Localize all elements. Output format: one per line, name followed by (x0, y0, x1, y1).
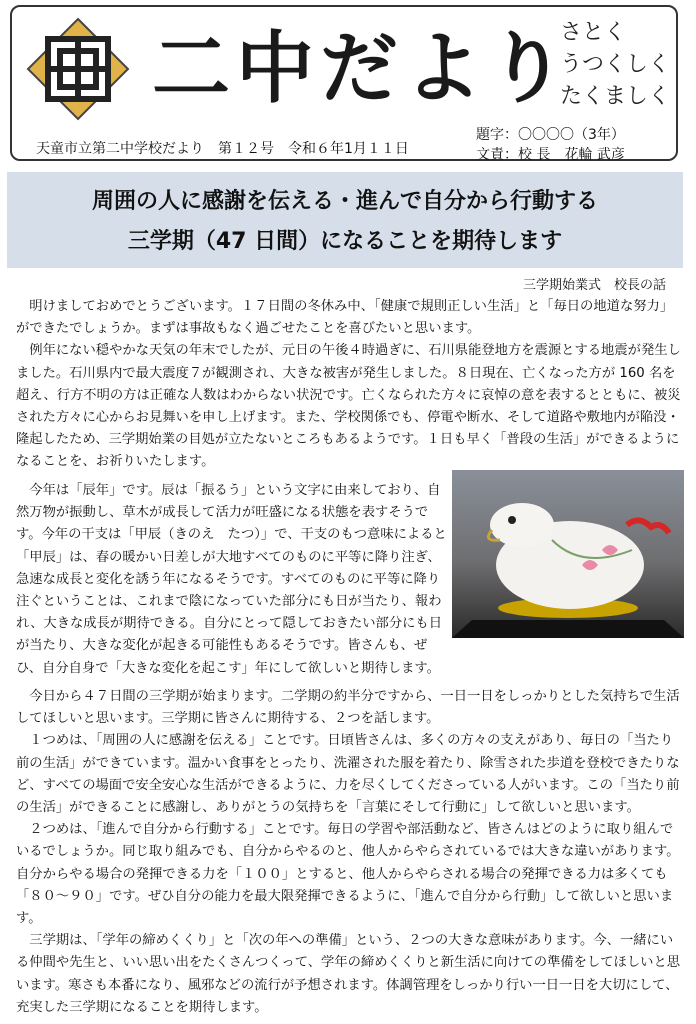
paragraph: 今日から４７日間の三学期が始まります。二学期の約半分ですから、一日一日をしっかりとした気持ちで生活してほしいと思います。三学期に皆さんに期待する、２つを話します。 (16, 689, 680, 727)
article-body-bottom (16, 686, 682, 1019)
author-credit: 文責：校 長 花輪 武彦 (476, 147, 625, 163)
school-motto (560, 17, 670, 113)
dragon-figurine-icon (452, 470, 684, 638)
calligraphy-credit: 題字：〇〇〇〇（3年） (476, 127, 625, 143)
school-emblem-icon (26, 17, 130, 121)
dragon-figurine-photo (452, 470, 684, 638)
paragraph: 明けましておめでとうございます。１７日間の冬休み中、「健康で規則正しい生活」と「毎日の地道な努力」ができたでしょうか。まずは事故もなく過ごせたことを喜びたいと思います。 (16, 299, 674, 337)
paragraph: 三学期は、「学年の締めくくり」と「次の年への準備」という、２つの大きな意味があります。今、一緒にいる仲間や先生と、いい思い出をたくさんつくって、学年の締めくくりと新生活に向けての準備をしてほしいと思います。寒さも本番になり、風邪などの流行が予想されます。体調管理をしっかり行い一日一日を大切にして、充実した三学期になることを期待します。 (16, 933, 681, 1015)
speaker-caption: 三学期始業式 校長の話 (522, 278, 666, 293)
motto-line: さとく (560, 20, 627, 45)
paragraph: １つめは、「周囲の人に感謝を伝える」ことです。日頃皆さんは、多くの方々の支えがあり、毎日の「当たり前の生活」ができています。温かい食事をとったり、洗濯された服を着たり、除雪された歩道を登校できたりなど、すべての場面で安全安心な生活ができるように、力を尽くしてくださっている人がいます。この「当たり前の生活」ができることに感謝し、ありがとうの気持ちを「言葉にそして行動に」して欲しいと思います。 (16, 733, 680, 816)
headline-line-2: 三学期（47 日間）になることを期待します (127, 229, 563, 254)
article-body-dragon (16, 480, 448, 680)
masthead-issue-info: 天童市立第二中学校だより 第１２号 令和６年1月１１日 (36, 141, 409, 157)
headline-line-1: 周囲の人に感謝を伝える・進んで自分から行動する (91, 189, 598, 214)
motto-line: うつくしく (560, 52, 671, 77)
article-body-top (16, 296, 682, 474)
paragraph: 今年は「辰年」です。辰は「振るう」という文字に由来しており、自然万物が振動し、草木が成長して活力が旺盛になる状態を表すそうです。今年の干支は「甲辰（きのえ たつ）」で、干支のもつ意味によると「甲辰」は、春の暖かい日差しが大地すべてのものに平等に降り注ぎ、急速な成長と変化を誘う年になるそうです。すべてのものに平等に降り注ぐということは、これまで陰になっていた部分にも日が当たり、報われ、大きな成長が期待できる。自分にとって隠しておきたい部分にも日が当たり、大きな変化が起きる可能性もあるそうです。皆さんも、ぜひ、自分自身で「大きな変化を起こす」年にして欲しいと期待します。 (16, 483, 447, 676)
paragraph: 例年にない穏やかな天気の年末でしたが、元日の午後４時過ぎに、石川県能登地方を震源とする地震が発生しました。石川県内で最大震度７が観測され、大きな被害が発生しました。８日現在、亡くなった方が 160 名を超え、行方不明の方は正確な人数はわからない状況です。亡くなられた方々に哀悼の意を表するとともに、被災された方々に心からお見舞いを申し上げます。また、学校関係でも、停電や断水、そして道路や敷地内が陥没・隆起したため、三学期始業の目処が立たないところもあるようです。１日も早く「普段の生活」ができるようになることを、お祈りいたします。 (16, 343, 681, 470)
newsletter-title: 二中だより (152, 23, 573, 114)
paragraph: ２つめは、「進んで自分から行動する」ことです。毎日の学習や部活動など、皆さんはどのように取り組んでいるでしょうか。同じ取り組みでも、自分からやるのと、他人からやらされているでは大きな違いがあります。自分からやる場合の発揮できる力を「１００」とすると、他人からやらされる場合の発揮できる力は多くても「８０～９０」です。ぜひ自分の能力を最大限発揮できるように、「進んで自分から行動」して欲しいと思います。 (16, 822, 680, 927)
credits (476, 125, 625, 165)
headline-banner (7, 172, 683, 268)
motto-line: たくましく (560, 84, 671, 109)
